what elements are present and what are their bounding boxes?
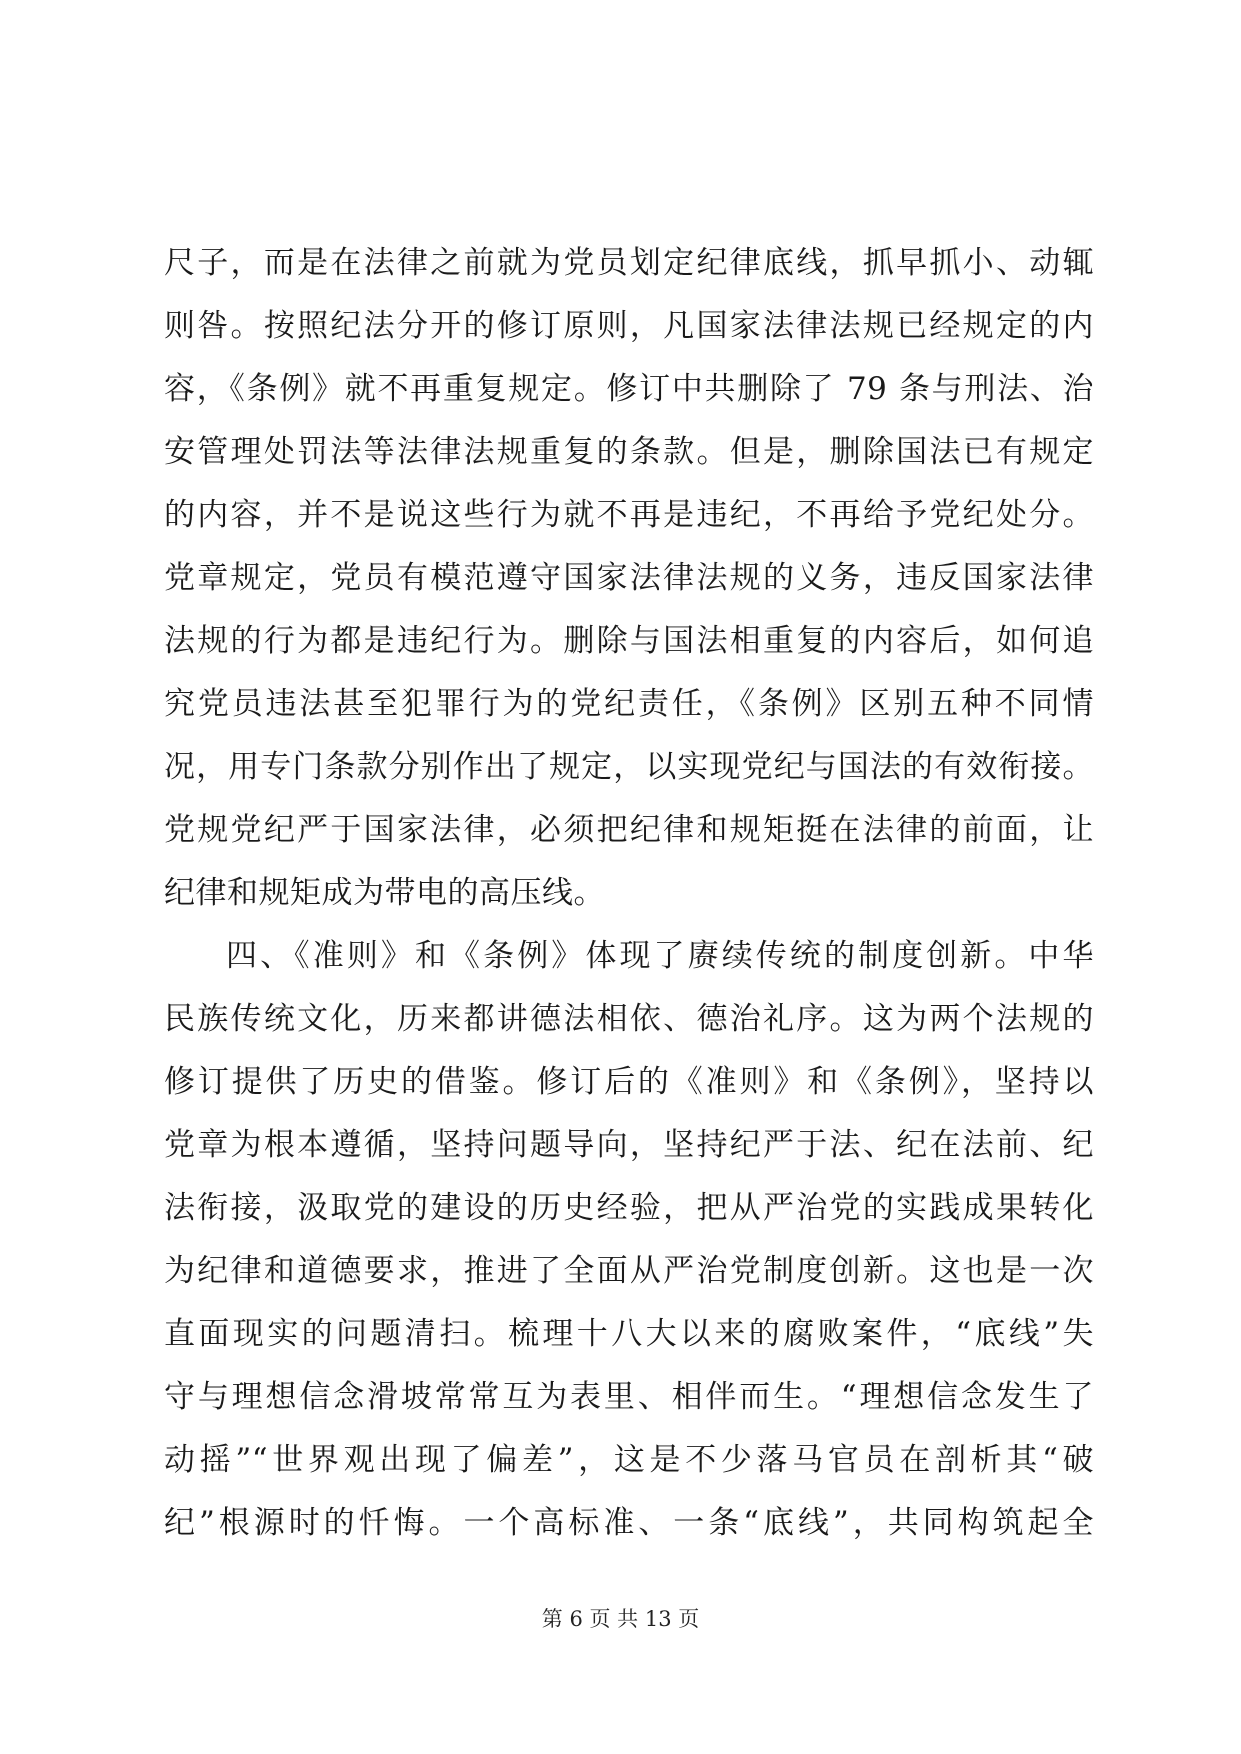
text-line: 法规的行为都是违纪行为。删除与国法相重复的内容后，如何追: [164, 623, 1094, 659]
text-line: 修订提供了历史的借鉴。修订后的《准则》和《条例》，坚持以: [164, 1064, 1094, 1100]
text-line: 纪”根源时的忏悔。一个高标准、一条“底线”，共同构筑起全: [164, 1505, 1094, 1541]
text-line: 守与理想信念滑坡常常互为表里、相伴而生。“理想信念发生了: [164, 1379, 1094, 1415]
page-footer: [0, 1605, 1241, 1633]
paragraph-start-line: 四、《准则》和《条例》体现了赓续传统的制度创新。中华: [226, 938, 1094, 974]
text-line: 直面现实的问题清扫。梳理十八大以来的腐败案件，“底线”失: [164, 1316, 1094, 1352]
paragraph-end-line: 纪律和规矩成为带电的高压线。: [164, 875, 605, 911]
text-line: 党章为根本遵循，坚持问题导向，坚持纪严于法、纪在法前、纪: [164, 1127, 1094, 1163]
body-text: [164, 232, 1094, 1555]
text-line: 法衔接，汲取党的建设的历史经验，把从严治党的实践成果转化: [164, 1190, 1094, 1226]
text-line: 究党员违法甚至犯罪行为的党纪责任，《条例》区别五种不同情: [164, 686, 1094, 722]
text-line: 况，用专门条款分别作出了规定，以实现党纪与国法的有效衔接。: [164, 749, 1094, 785]
text-line: 为纪律和道德要求，推进了全面从严治党制度创新。这也是一次: [164, 1253, 1094, 1289]
text-line: 尺子，而是在法律之前就为党员划定纪律底线，抓早抓小、动辄: [164, 245, 1094, 281]
text-line: 安管理处罚法等法律法规重复的条款。但是，删除国法已有规定: [164, 434, 1094, 470]
text-line: 党规党纪严于国家法律，必须把纪律和规矩挺在法律的前面，让: [164, 812, 1094, 848]
text-line: 容，《条例》就不再重复规定。修订中共删除了 79 条与刑法、治: [164, 371, 1094, 407]
text-line: 动摇”“世界观出现了偏差”，这是不少落马官员在剖析其“破: [164, 1442, 1094, 1478]
text-line: 的内容，并不是说这些行为就不再是违纪，不再给予党纪处分。: [164, 497, 1094, 533]
page-number: 第 6 页 共 13 页: [541, 1607, 700, 1631]
text-line: 民族传统文化，历来都讲德法相依、德治礼序。这为两个法规的: [164, 1001, 1094, 1037]
text-line: 则咎。按照纪法分开的修订原则，凡国家法律法规已经规定的内: [164, 308, 1094, 344]
text-line: 党章规定，党员有模范遵守国家法律法规的义务，违反国家法律: [164, 560, 1094, 596]
